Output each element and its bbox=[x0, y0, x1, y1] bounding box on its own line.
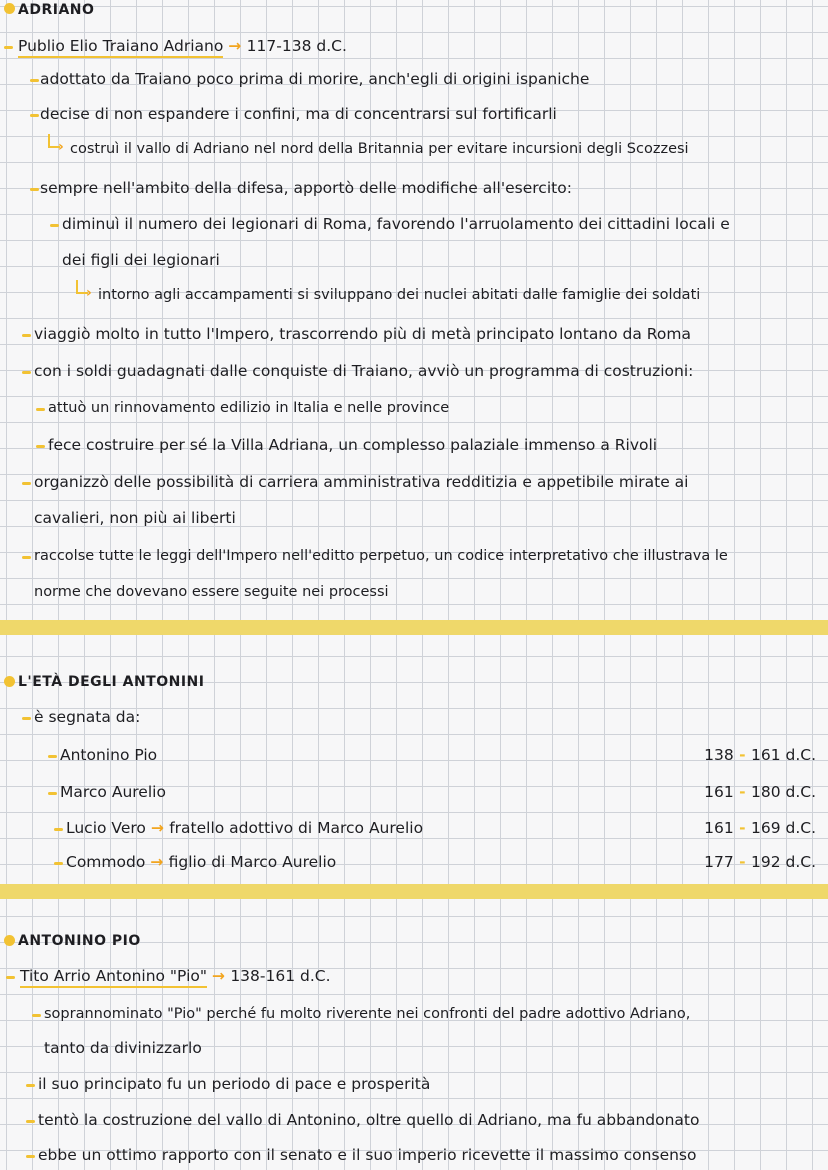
ruler-name: Marco Aurelio bbox=[60, 783, 166, 801]
note-line: ebbe un ottimo rapporto con il senato e il suo imperio ricevette il massimo consenso bbox=[38, 1146, 697, 1164]
note-line: costruì il vallo di Adriano nel nord della Britannia per evitare incursioni degli Scozzesi bbox=[70, 141, 689, 157]
list-dash bbox=[26, 1084, 35, 1087]
list-dash bbox=[30, 79, 39, 82]
date-separator: - bbox=[733, 853, 751, 871]
section-title-antonini: L'ETÀ DEGLI ANTONINI bbox=[18, 674, 205, 690]
list-dash bbox=[22, 334, 31, 337]
ruler-start: 161 bbox=[704, 783, 734, 801]
note-line: sempre nell'ambito della difesa, apportò delle modifiche all'esercito: bbox=[40, 179, 572, 197]
arrow-icon: → bbox=[211, 967, 231, 985]
list-dash bbox=[36, 408, 45, 411]
list-dash bbox=[26, 1155, 35, 1158]
list-dash bbox=[54, 828, 63, 831]
list-dash bbox=[22, 556, 31, 559]
antonino-full-name bbox=[20, 966, 331, 986]
list-dash bbox=[22, 371, 31, 374]
ruler-start: 161 bbox=[704, 819, 734, 837]
note-line: tanto da divinizzarlo bbox=[44, 1039, 202, 1057]
list-dash bbox=[22, 482, 31, 485]
ruler-end: 161 d.C. bbox=[750, 746, 816, 764]
adriano-full-name bbox=[18, 36, 347, 56]
adriano-dates: 117-138 d.C. bbox=[246, 37, 347, 55]
ruler-dates bbox=[704, 745, 816, 765]
section-bullet bbox=[4, 935, 15, 946]
ruler-entry bbox=[66, 852, 336, 872]
antonino-dates: 138-161 d.C. bbox=[230, 967, 331, 985]
ruler-start: 177 bbox=[704, 853, 734, 871]
list-dash bbox=[30, 114, 39, 117]
ruler-dates bbox=[704, 818, 816, 838]
section-title-antonino-pio: ANTONINO PIO bbox=[18, 933, 141, 949]
list-dash bbox=[6, 976, 15, 979]
note-line: con i soldi guadagnati dalle conquiste di Traiano, avviò un programma di costruzioni: bbox=[34, 362, 694, 380]
ruler-note: fratello adottivo di Marco Aurelio bbox=[169, 819, 424, 837]
ruler-note: figlio di Marco Aurelio bbox=[168, 853, 337, 871]
date-separator: - bbox=[733, 783, 751, 801]
list-dash bbox=[36, 445, 45, 448]
adriano-name: Publio Elio Traiano Adriano bbox=[18, 37, 223, 58]
list-dash bbox=[48, 792, 57, 795]
section-bullet bbox=[4, 676, 15, 687]
date-separator: - bbox=[733, 746, 751, 764]
arrow-icon: → bbox=[150, 853, 169, 871]
note-line: cavalieri, non più ai liberti bbox=[34, 509, 236, 527]
note-line: raccolse tutte le leggi dell'Impero nell'editto perpetuo, un codice interpretativo che illustrava le bbox=[34, 548, 728, 564]
list-dash bbox=[50, 224, 59, 227]
list-dash bbox=[48, 755, 57, 758]
ruler-name: Antonino Pio bbox=[60, 746, 158, 764]
antonino-name: Tito Arrio Antonino "Pio" bbox=[20, 967, 207, 988]
section-title-adriano: ADRIANO bbox=[18, 2, 95, 18]
section-divider bbox=[0, 620, 828, 635]
note-line: decise di non espandere i confini, ma di concentrarsi sul fortificarli bbox=[40, 105, 557, 123]
note-line: intorno agli accampamenti si sviluppano dei nuclei abitati dalle famiglie dei soldati bbox=[98, 287, 701, 303]
ruler-entry bbox=[66, 818, 423, 838]
note-line: norme che dovevano essere seguite nei processi bbox=[34, 584, 389, 600]
list-dash bbox=[32, 1014, 41, 1017]
note-line: fece costruire per sé la Villa Adriana, un complesso palaziale immenso a Rivoli bbox=[48, 436, 658, 454]
note-line: soprannominato "Pio" perché fu molto riverente nei confronti del padre adottivo Adriano, bbox=[44, 1006, 691, 1022]
note-line: diminuì il numero dei legionari di Roma, favorendo l'arruolamento dei cittadini locali e bbox=[62, 215, 730, 233]
date-separator: - bbox=[733, 819, 751, 837]
ruler-dates bbox=[704, 852, 816, 872]
note-line: organizzò delle possibilità di carriera amministrativa redditizia e appetibile mirate ai bbox=[34, 473, 689, 491]
ruler-start: 138 bbox=[704, 746, 734, 764]
list-dash bbox=[22, 717, 31, 720]
ruler-end: 169 d.C. bbox=[750, 819, 816, 837]
list-dash bbox=[54, 862, 63, 865]
note-line: adottato da Traiano poco prima di morire, anch'egli di origini ispaniche bbox=[40, 70, 590, 88]
arrow-icon: → bbox=[150, 819, 170, 837]
note-line: attuò un rinnovamento edilizio in Italia e nelle province bbox=[48, 400, 450, 416]
note-line: il suo principato fu un periodo di pace e prosperità bbox=[38, 1075, 431, 1093]
note-line: è segnata da: bbox=[34, 708, 141, 726]
list-dash bbox=[30, 188, 39, 191]
arrow-tip-icon: › bbox=[86, 285, 92, 301]
arrow-tip-icon: › bbox=[58, 139, 64, 155]
ruler-end: 192 d.C. bbox=[750, 853, 816, 871]
ruler-name: Lucio Vero bbox=[66, 819, 146, 837]
ruler-end: 180 d.C. bbox=[750, 783, 816, 801]
note-line: viaggiò molto in tutto l'Impero, trascorrendo più di metà principato lontano da Roma bbox=[34, 325, 691, 343]
list-dash bbox=[26, 1120, 35, 1123]
section-divider bbox=[0, 884, 828, 899]
section-bullet bbox=[4, 3, 15, 14]
arrow-icon: → bbox=[228, 37, 247, 55]
note-line: tentò la costruzione del vallo di Antonino, oltre quello di Adriano, ma fu abbandonato bbox=[38, 1111, 700, 1129]
list-dash bbox=[4, 46, 13, 49]
ruler-dates bbox=[704, 782, 816, 802]
note-line: dei figli dei legionari bbox=[62, 251, 220, 269]
ruler-name: Commodo bbox=[66, 853, 146, 871]
